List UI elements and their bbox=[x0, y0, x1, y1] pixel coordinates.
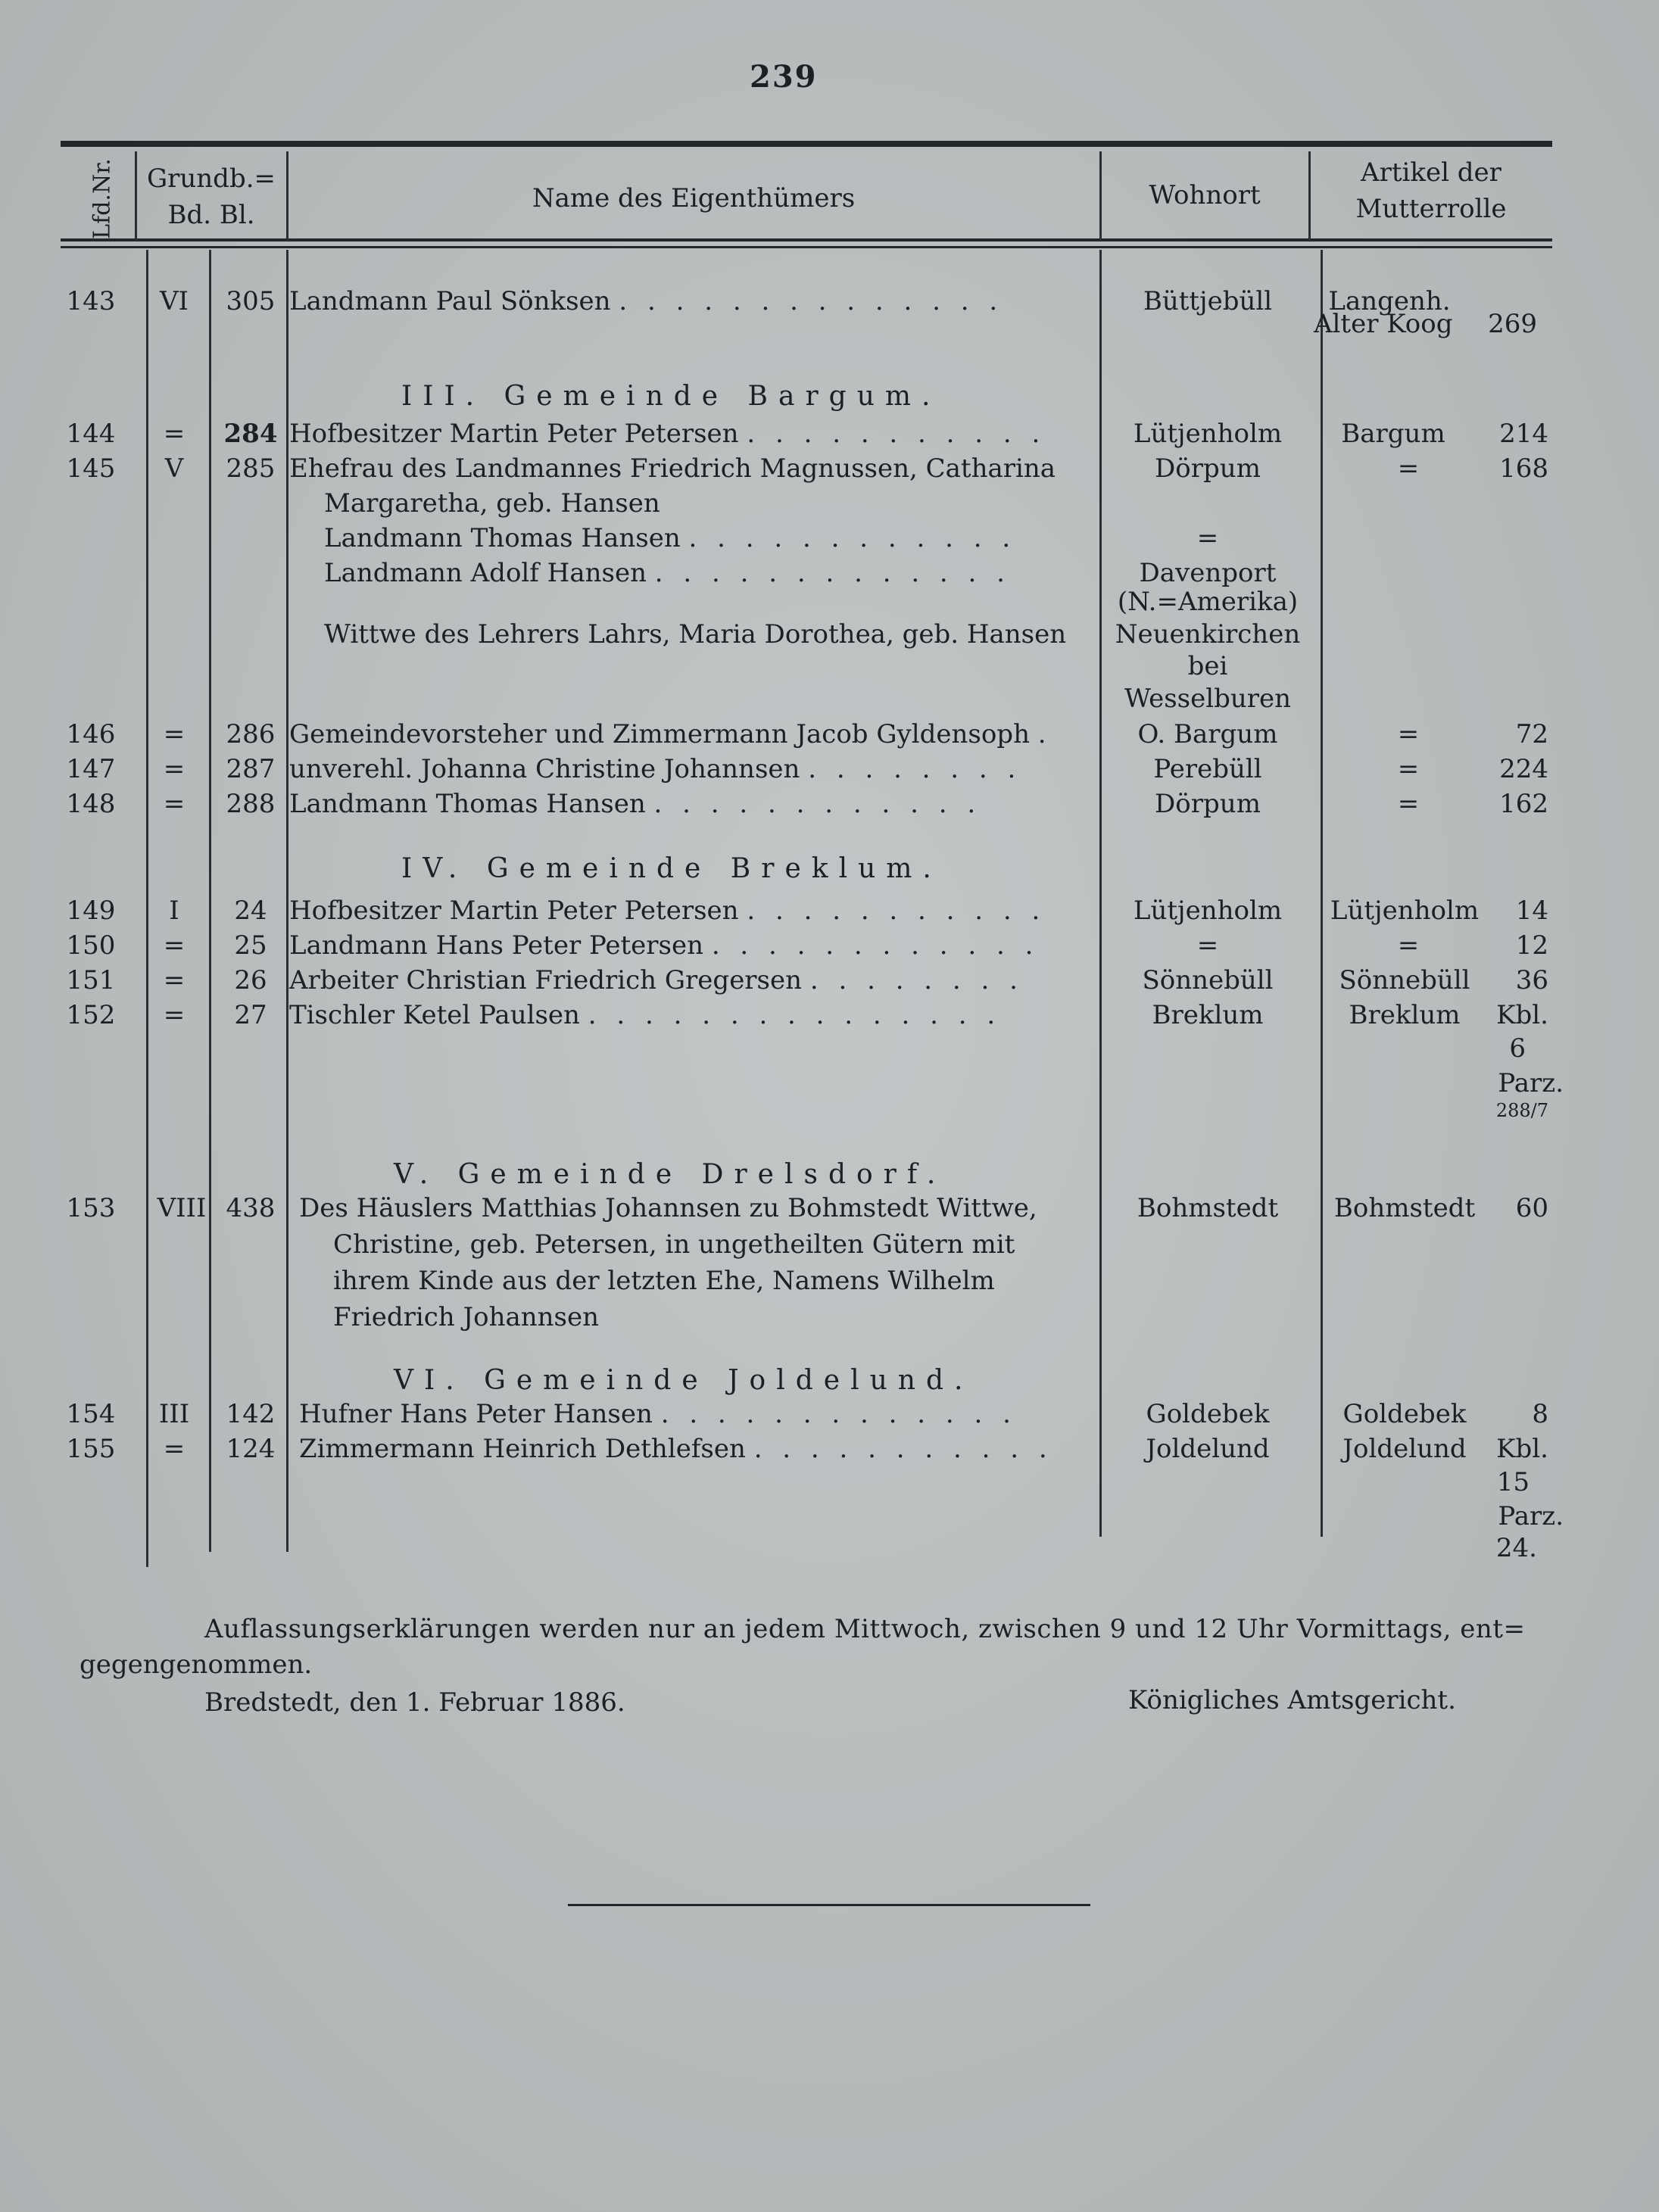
artikel-nr: Kbl. bbox=[1496, 1434, 1548, 1464]
leader-dots: . . . . . . . . . . . . . bbox=[654, 558, 1011, 588]
leader-dots: . . . . . . . . . . . . . . . bbox=[588, 1000, 1002, 1030]
grundbuch-blatt: 284 bbox=[223, 419, 278, 449]
owner-name: Wittwe des Lehrers Lahrs, Maria Dorothea, geb. Hansen bbox=[324, 619, 1067, 650]
wohnort: Goldebek bbox=[1146, 1399, 1270, 1429]
grundbuch-blatt: 124 bbox=[226, 1434, 276, 1464]
header-artikel-line1: Artikel der bbox=[1361, 157, 1502, 188]
wohnort: Sönnebüll bbox=[1142, 965, 1274, 995]
grundbuch-band: VI bbox=[160, 286, 189, 316]
wohnort-line3: Wesselburen bbox=[1124, 684, 1292, 714]
artikel-ort: = bbox=[1397, 719, 1420, 749]
grundbuch-band: I bbox=[169, 896, 179, 926]
leader-dots: . . . . . . . . . . . bbox=[747, 419, 1046, 449]
header-artikel bbox=[1310, 154, 1552, 227]
owner-name bbox=[299, 1432, 1109, 1466]
owner-name-text: Hufner Hans Peter Hansen bbox=[299, 1399, 653, 1429]
grundbuch-blatt: 27 bbox=[234, 1000, 267, 1030]
artikel-ort: = bbox=[1397, 754, 1420, 784]
lfd-nr: 152 bbox=[66, 1000, 116, 1030]
grundbuch-blatt: 24 bbox=[234, 896, 267, 926]
artikel-nr: 162 bbox=[1499, 789, 1548, 819]
owner-name-line2: Christine, geb. Petersen, in ungetheilten Gütern mit bbox=[333, 1229, 1015, 1260]
artikel-ort: = bbox=[1397, 453, 1420, 484]
table-row-continuation bbox=[0, 1263, 1659, 1298]
owner-name-text: Hofbesitzer Martin Peter Petersen bbox=[289, 419, 739, 449]
header-grundbuch-line1: Grundb.= bbox=[146, 164, 276, 194]
grundbuch-band: VIII bbox=[157, 1193, 207, 1223]
section-heading-bargum: III. Gemeinde Bargum. bbox=[401, 381, 941, 412]
artikel-ort: Bohmstedt bbox=[1333, 1193, 1476, 1223]
owner-name-text: unverehl. Johanna Christine Johannsen bbox=[289, 754, 800, 784]
wohnort: Lütjenholm bbox=[1133, 896, 1283, 926]
wohnort: Büttjebüll bbox=[1143, 286, 1273, 316]
artikel-nr-line4: 24. bbox=[1495, 1533, 1537, 1563]
artikel-nr-line3: Parz. bbox=[1498, 1068, 1564, 1098]
grundbuch-band: = bbox=[163, 754, 186, 784]
header-top-rule bbox=[61, 141, 1552, 147]
table-row-continuation bbox=[0, 617, 1659, 652]
grundbuch-blatt: 288 bbox=[226, 789, 276, 819]
footer-place-date: Bredstedt, den 1. Februar 1886. bbox=[204, 1687, 625, 1718]
leader-dots: . . . . . . . . bbox=[809, 965, 1024, 995]
owner-name bbox=[324, 521, 1016, 556]
section-heading-joldelund: VI. Gemeinde Joldelund. bbox=[394, 1365, 974, 1396]
grundbuch-band: V bbox=[164, 453, 184, 484]
owner-name bbox=[289, 998, 1099, 1033]
artikel-nr: 14 bbox=[1515, 896, 1548, 926]
owner-name bbox=[289, 416, 1099, 451]
wohnort: = bbox=[1196, 930, 1219, 961]
artikel-ort: Joldelund bbox=[1342, 1434, 1467, 1464]
leader-dots: . . . . . . . . . . . . bbox=[688, 523, 1017, 553]
header-name: Name des Eigenthümers bbox=[532, 183, 856, 213]
grundbuch-blatt: 25 bbox=[234, 930, 267, 961]
table-row bbox=[0, 752, 1659, 787]
grundbuch-blatt: 285 bbox=[226, 453, 276, 484]
owner-name-text: Landmann Paul Sönksen bbox=[289, 286, 611, 316]
artikel-nr: 214 bbox=[1499, 419, 1548, 449]
lfd-nr: 149 bbox=[66, 896, 116, 926]
grundbuch-blatt: 286 bbox=[226, 719, 276, 749]
grundbuch-band: = bbox=[163, 965, 186, 995]
artikel-ort-2: Alter Koog bbox=[1314, 309, 1453, 339]
lfd-nr: 143 bbox=[66, 286, 116, 316]
table-row-continuation bbox=[0, 521, 1659, 556]
leader-dots: . bbox=[1037, 719, 1052, 749]
artikel-nr: 269 bbox=[1488, 309, 1537, 339]
wohnort: Joldelund bbox=[1146, 1434, 1270, 1464]
artikel-nr-line4: 288/7 bbox=[1495, 1100, 1548, 1121]
leader-dots: . . . . . . . . . . . bbox=[747, 896, 1046, 926]
artikel-nr: 60 bbox=[1515, 1193, 1548, 1223]
artikel-nr: 36 bbox=[1515, 965, 1548, 995]
artikel-nr: 72 bbox=[1515, 719, 1548, 749]
owner-name: Ehefrau des Landmannes Friedrich Magnussen, Catharina bbox=[289, 453, 1056, 484]
wohnort: Lütjenholm bbox=[1133, 419, 1283, 449]
table-row-continuation bbox=[0, 681, 1659, 716]
footer-notice-line2: gegengenommen. bbox=[80, 1650, 313, 1680]
table-row-continuation bbox=[0, 1031, 1659, 1066]
table-row bbox=[0, 1191, 1659, 1226]
leader-dots: . . . . . . . . . . . . . . bbox=[619, 286, 1004, 316]
leader-dots: . . . . . . . . . . . . bbox=[653, 789, 982, 819]
wohnort: Bohmstedt bbox=[1137, 1193, 1279, 1223]
owner-name bbox=[289, 787, 1099, 821]
wohnort: Dörpum bbox=[1155, 453, 1261, 484]
table-row bbox=[0, 998, 1659, 1033]
table-row-continuation bbox=[0, 1465, 1659, 1500]
owner-name bbox=[289, 893, 1099, 928]
table-row bbox=[0, 928, 1659, 963]
lfd-nr: 146 bbox=[66, 719, 116, 749]
owner-name-line4: Friedrich Johannsen bbox=[333, 1302, 600, 1332]
artikel-nr-line2: 15 bbox=[1496, 1467, 1530, 1497]
owner-name-line2: Margaretha, geb. Hansen bbox=[324, 488, 660, 519]
artikel-nr: 12 bbox=[1515, 930, 1548, 961]
grundbuch-band: = bbox=[163, 419, 186, 449]
owner-name: Des Häuslers Matthias Johannsen zu Bohmstedt Wittwe, bbox=[299, 1193, 1037, 1223]
grundbuch-blatt: 26 bbox=[234, 965, 267, 995]
owner-name-text: Hofbesitzer Martin Peter Petersen bbox=[289, 896, 739, 926]
header-artikel-line2: Mutterrolle bbox=[1355, 194, 1507, 224]
artikel-ort: Breklum bbox=[1349, 1000, 1461, 1030]
grundbuch-blatt: 142 bbox=[226, 1399, 276, 1429]
grundbuch-blatt: 287 bbox=[226, 754, 276, 784]
lfd-nr: 148 bbox=[66, 789, 116, 819]
owner-name-text: Landmann Thomas Hansen bbox=[289, 789, 646, 819]
grundbuch-band: = bbox=[163, 719, 186, 749]
wohnort: O. Bargum bbox=[1137, 719, 1278, 749]
leader-dots: . . . . . . . . . . . . . bbox=[660, 1399, 1017, 1429]
table-row bbox=[0, 1432, 1659, 1466]
artikel-nr-line2: 6 bbox=[1509, 1033, 1526, 1064]
lfd-nr: 144 bbox=[66, 419, 116, 449]
lfd-nr: 145 bbox=[66, 453, 116, 484]
table-row bbox=[0, 1397, 1659, 1432]
artikel-ort: = bbox=[1397, 930, 1420, 961]
header-grundbuch bbox=[136, 160, 286, 233]
table-row-continuation bbox=[0, 1531, 1659, 1566]
grundbuch-band: = bbox=[163, 1000, 186, 1030]
header-bottom-rule bbox=[61, 238, 1552, 241]
table-row-continuation bbox=[0, 649, 1659, 684]
lfd-nr: 153 bbox=[66, 1193, 116, 1223]
header-bottom-rule-2 bbox=[61, 246, 1552, 248]
wohnort-line2: (N.=Amerika) bbox=[1117, 587, 1299, 617]
grundbuch-blatt: 305 bbox=[226, 286, 276, 316]
grundbuch-band: III bbox=[158, 1399, 190, 1429]
section-heading-drelsdorf: V. Gemeinde Drelsdorf. bbox=[394, 1159, 946, 1190]
table-row-continuation bbox=[0, 307, 1659, 341]
artikel-nr: 168 bbox=[1499, 453, 1548, 484]
wohnort: Perebüll bbox=[1153, 754, 1262, 784]
table-row-continuation bbox=[0, 1499, 1659, 1534]
wohnort: Breklum bbox=[1152, 1000, 1264, 1030]
lfd-nr: 150 bbox=[66, 930, 116, 961]
leader-dots: . . . . . . . . bbox=[808, 754, 1022, 784]
owner-name bbox=[289, 928, 1099, 963]
lfd-nr: 155 bbox=[66, 1434, 116, 1464]
footer-notice-line1: Auflassungserklärungen werden nur an jedem Mittwoch, zwischen 9 und 12 Uhr Vormittags, ent= bbox=[204, 1614, 1526, 1644]
owner-name-text: Landmann Adolf Hansen bbox=[324, 558, 647, 588]
artikel-ort: Sönnebüll bbox=[1339, 965, 1470, 995]
table-row-continuation bbox=[0, 486, 1659, 521]
artikel-nr: 8 bbox=[1532, 1399, 1548, 1429]
wohnort: Dörpum bbox=[1155, 789, 1261, 819]
table-row bbox=[0, 963, 1659, 998]
table-row bbox=[0, 717, 1659, 752]
wohnort: = bbox=[1196, 523, 1219, 553]
header-grundbuch-line2: Bd. Bl. bbox=[167, 200, 255, 230]
table-row-continuation bbox=[0, 1300, 1659, 1335]
owner-name-text: Tischler Ketel Paulsen bbox=[289, 1000, 580, 1030]
artikel-ort: = bbox=[1397, 789, 1420, 819]
page-number: 239 bbox=[750, 59, 818, 95]
table-row bbox=[0, 451, 1659, 486]
artikel-nr-line3: Parz. bbox=[1498, 1501, 1564, 1531]
owner-name-text: Zimmermann Heinrich Dethlefsen bbox=[299, 1434, 746, 1464]
table-row bbox=[0, 787, 1659, 821]
owner-name-text: Landmann Thomas Hansen bbox=[324, 523, 681, 553]
artikel-nr: Kbl. bbox=[1496, 1000, 1548, 1030]
owner-name-text: Landmann Hans Peter Petersen bbox=[289, 930, 703, 961]
lfd-nr: 147 bbox=[66, 754, 116, 784]
artikel-ort: Lütjenholm bbox=[1330, 896, 1480, 926]
header-wohnort: Wohnort bbox=[1149, 180, 1261, 210]
owner-name bbox=[299, 1397, 1109, 1432]
footer-signature: Königliches Amtsgericht. bbox=[1128, 1685, 1456, 1715]
wohnort-line2: bei bbox=[1187, 651, 1228, 681]
artikel-nr: 224 bbox=[1499, 754, 1548, 784]
section-heading-breklum: IV. Gemeinde Breklum. bbox=[401, 853, 942, 884]
owner-name bbox=[289, 717, 1099, 752]
lfd-nr: 154 bbox=[66, 1399, 116, 1429]
header-lfd-nr: Lfd.Nr. bbox=[89, 158, 116, 239]
owner-name bbox=[289, 963, 1099, 998]
table-row bbox=[0, 893, 1659, 928]
owner-name-text: Gemeindevorsteher und Zimmermann Jacob Gyldensoph bbox=[289, 719, 1030, 749]
artikel-ort: Langenh. bbox=[1328, 286, 1451, 316]
table-row-continuation bbox=[0, 584, 1659, 619]
wohnort: Neuenkirchen bbox=[1115, 619, 1301, 650]
grundbuch-band: = bbox=[163, 789, 186, 819]
table-row-continuation bbox=[0, 1227, 1659, 1262]
owner-name-text: Arbeiter Christian Friedrich Gregersen bbox=[289, 965, 803, 995]
leader-dots: . . . . . . . . . . . . bbox=[711, 930, 1040, 961]
wohnort: Davenport bbox=[1139, 558, 1277, 588]
grundbuch-band: = bbox=[163, 1434, 186, 1464]
table-row-continuation bbox=[0, 1093, 1659, 1128]
artikel-ort: Bargum bbox=[1341, 419, 1445, 449]
leader-dots: . . . . . . . . . . . bbox=[753, 1434, 1053, 1464]
table-row bbox=[0, 416, 1659, 451]
owner-name-line3: ihrem Kinde aus der letzten Ehe, Namens Wilhelm bbox=[333, 1266, 995, 1296]
grundbuch-band: = bbox=[163, 930, 186, 961]
closing-rule bbox=[568, 1904, 1090, 1906]
artikel-ort: Goldebek bbox=[1342, 1399, 1467, 1429]
owner-name bbox=[289, 752, 1099, 787]
grundbuch-blatt: 438 bbox=[226, 1193, 276, 1223]
lfd-nr: 151 bbox=[66, 965, 116, 995]
